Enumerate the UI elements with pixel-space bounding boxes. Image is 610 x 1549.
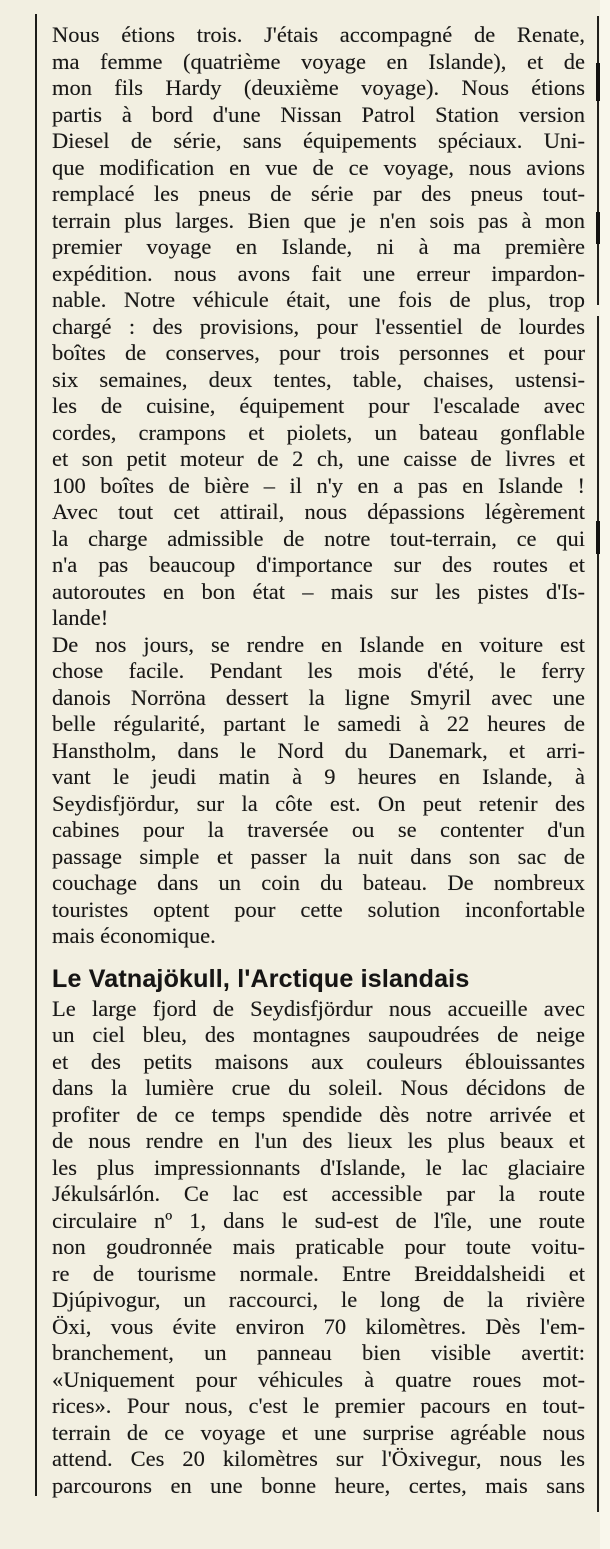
text-line: danois Norröna dessert la ligne Smyril avec une [52, 684, 585, 710]
text-line: Diesel de série, sans équipements spéciaux. Uni- [52, 128, 585, 153]
text-line: circulaire nº 1, dans le sud-est de l'île, une route [52, 1207, 585, 1233]
text-line: que modification en vue de ce voyage, nous avions [52, 154, 585, 180]
text-line: Djúpivogur, un raccourci, le long de la rivière [52, 1287, 585, 1312]
text-line: cordes, crampons et piolets, un bateau gonflable [52, 419, 585, 445]
text-line: autoroutes en bon état – mais sur les pistes d'Is- [52, 578, 585, 604]
text-line: couchage dans un coin du bateau. De nombreux [52, 870, 585, 895]
text-line: profiter de ce temps spendide dès notre arrivée et [52, 1101, 585, 1127]
text-line: ma femme (quatrième voyage en Islande), et de [52, 48, 585, 74]
text-line: nable. Notre véhicule était, une fois de plus, trop [52, 287, 585, 312]
text-line: chose facile. Pendant les mois d'été, le ferry [52, 658, 585, 683]
text-line: Le large fjord de Seydisfjördur nous accueille avec [52, 995, 585, 1021]
text-line: la charge admissible de notre tout-terrain, ce qui [52, 525, 585, 551]
text-line: passage simple et passer la nuit dans son sac de [52, 843, 585, 869]
page-edge-rule-left [35, 14, 37, 1496]
text-line: et son petit moteur de 2 ch, une caisse de livres et [52, 446, 585, 471]
text-line: partis à bord d'une Nissan Patrol Station version [52, 101, 585, 127]
text-line: Hanstholm, dans le Nord du Danemark, et arri- [52, 737, 585, 763]
text-line: un ciel bleu, des montagnes saupoudrées de neige [52, 1022, 585, 1047]
text-line: mon fils Hardy (deuxième voyage). Nous étions [52, 75, 585, 100]
text-line: de nous rendre en l'un des lieux les plus beaux et [52, 1128, 585, 1153]
text-line: Seydisfjördur, sur la côte est. On peut retenir des [52, 790, 585, 816]
text-line: lande! [52, 605, 109, 630]
text-line: mais économique. [52, 923, 216, 948]
page-edge-rule-right-upper [597, 16, 599, 305]
text-line: et des petits maisons aux couleurs éblouissantes [52, 1048, 585, 1074]
text-line: terrain de ce voyage et une surprise agréable nous [52, 1419, 585, 1445]
paragraph [52, 632, 585, 950]
text-line: cabines pour la traversée ou se contenter d'un [52, 817, 585, 842]
section-heading: Le Vatnajökull, l'Arctique islandais [52, 964, 470, 993]
text-line: touristes optent pour cette solution inconfortable [52, 896, 585, 922]
scan-artifact-mark [596, 63, 600, 101]
text-line: De nos jours, se rendre en Islande en voiture est [52, 631, 585, 657]
text-line: boîtes de conserves, pour trois personnes et pour [52, 340, 585, 365]
text-line: les plus impressionnants d'Islande, le lac glaciaire [52, 1154, 585, 1180]
article [52, 22, 585, 1499]
text-line: rices». Pour nous, c'est le premier pacours en tout- [52, 1393, 585, 1418]
text-line: non goudronnée mais praticable pour toute voitu- [52, 1234, 585, 1259]
scan-artifact-mark [596, 521, 600, 554]
text-line: 100 boîtes de bière – il n'y en a pas en Islande ! [52, 472, 585, 498]
text-line: parcourons en une bonne heure, certes, mais sans [52, 1472, 585, 1498]
text-line: belle régularité, partant le samedi à 22 heures de [52, 711, 585, 736]
text-line: Jékulsárlón. Ce lac est accessible par la route [52, 1181, 585, 1206]
text-line: «Uniquement pour véhicules à quatre roues mot- [52, 1366, 585, 1392]
text-line: terrain plus larges. Bien que je n'en sois pas à mon [52, 207, 585, 233]
page-right-margin [600, 0, 610, 1549]
text-line: branchement, un panneau bien visible avertit: [52, 1340, 585, 1365]
text-line: Avec tout cet attirail, nous dépassions légèrement [52, 499, 585, 524]
text-line: expédition. nous avons fait une erreur impardon- [52, 260, 585, 286]
text-line: chargé : des provisions, pour l'essentiel de lourdes [52, 313, 585, 339]
paragraph [52, 996, 585, 1500]
paragraph [52, 22, 585, 632]
text-line: remplacé les pneus de série par des pneus tout- [52, 181, 585, 206]
page-edge-rule-right-lower [597, 316, 599, 1512]
text-line: attend. Ces 20 kilomètres sur l'Öxivegur, nous les [52, 1446, 585, 1471]
text-line: six semaines, deux tentes, table, chaises, ustensi- [52, 366, 585, 392]
text-line: Nous étions trois. J'étais accompagné de Renate, [52, 22, 585, 47]
scan-artifact-mark [596, 212, 600, 244]
text-line: vant le jeudi matin à 9 heures en Islande, à [52, 764, 585, 789]
text-line: dans la lumière crue du soleil. Nous décidons de [52, 1075, 585, 1100]
text-line: premier voyage en Islande, ni à ma première [52, 234, 585, 259]
text-line: re de tourisme normale. Entre Breiddalsheidi et [52, 1260, 585, 1286]
text-line: les de cuisine, équipement pour l'escalade avec [52, 393, 585, 418]
text-line: n'a pas beaucoup d'importance sur des routes et [52, 552, 585, 577]
text-line: Öxi, vous évite environ 70 kilomètres. Dès l'em- [52, 1313, 585, 1339]
